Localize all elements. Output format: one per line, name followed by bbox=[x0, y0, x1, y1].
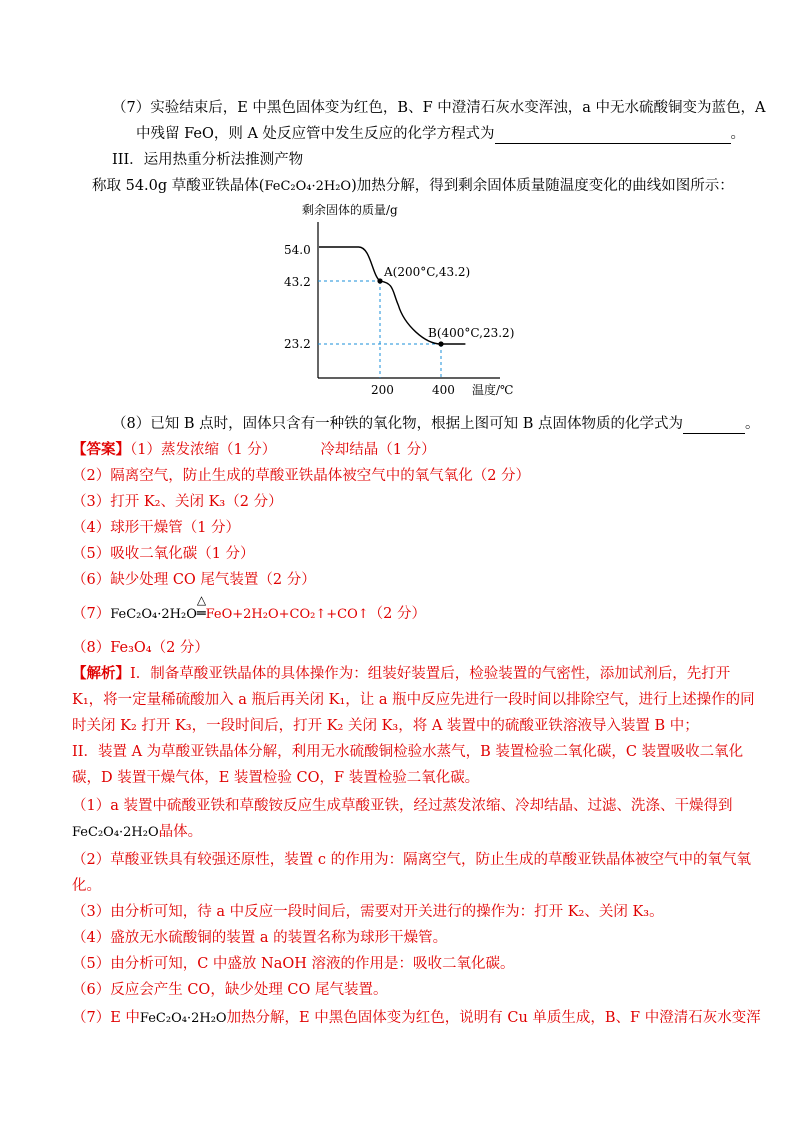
point-a-label: A(200°C,43.2) bbox=[384, 265, 471, 279]
x-tick-label: 200 bbox=[371, 383, 394, 397]
analysis-s7-formula: FeC₂O₄·2H₂O bbox=[139, 1011, 227, 1026]
answer-5: （5）吸收二氧化碳（1 分） bbox=[72, 546, 255, 562]
analysis-s2-line2: 化。 bbox=[72, 878, 101, 894]
intro-pre: 称取 54.0g 草酸亚铁晶体( bbox=[92, 178, 265, 194]
analysis-s1-formula: FeC₂O₄·2H₂O bbox=[72, 825, 159, 840]
answer-2: （2）隔离空气，防止生成的草酸亚铁晶体被空气中的氧气氧化（2 分） bbox=[72, 468, 531, 484]
analysis-s1-tail: 晶体。 bbox=[158, 824, 203, 840]
y-tick-label: 54.0 bbox=[284, 243, 311, 257]
analysis-p2-line1: II．装置 A 为草酸亚铁晶体分解，利用无水硫酸铜检验水蒸气，B 装置检验二氧化碳，C 装置吸收二氧化 bbox=[72, 744, 744, 760]
answer-1: （1）蒸发浓缩（1 分） bbox=[130, 442, 277, 458]
q8-answer-blank[interactable] bbox=[683, 417, 745, 434]
analysis-s3: （3）由分析可知，待 a 中反应一段时间后，需要对开关进行的操作为：打开 K₂、关闭 K₃。 bbox=[72, 904, 664, 920]
q8-end: 。 bbox=[744, 416, 760, 432]
q8-line bbox=[112, 414, 759, 434]
point-b bbox=[438, 341, 443, 346]
analysis-s1-line2 bbox=[72, 822, 202, 843]
point-b-label: B(400°C,23.2) bbox=[428, 326, 515, 340]
analysis-p1-line3: 时关闭 K₂ 打开 K₃，一段时间后，打开 K₂ 关闭 K₃，将 A 装置中的硫酸亚铁溶液导入装置 B 中； bbox=[72, 718, 699, 734]
answer-8: （8）Fe₃O₄（2 分） bbox=[72, 640, 209, 656]
analysis-s5: （5）由分析可知，C 中盛放 NaOH 溶液的作用是：吸收二氧化碳。 bbox=[72, 956, 515, 972]
heat-condition: △ bbox=[196, 593, 207, 607]
answer-tag: 【答案】 bbox=[72, 441, 130, 458]
analysis-p1-line2: K₁，将一定量稀硫酸加入 a 瓶后再关闭 K₁，让 a 瓶中反应先进行一段时间以排除空气，进行上述操作的同 bbox=[72, 692, 755, 708]
answer-4: （4）球形干燥管（1 分） bbox=[72, 520, 241, 536]
answer-6: （6）缺少处理 CO 尾气装置（2 分） bbox=[72, 572, 316, 588]
answer-7-equals: △ ═ bbox=[197, 604, 206, 624]
x-tick-label: 400 bbox=[432, 383, 455, 397]
analysis-s2-line1: （2）草酸亚铁具有较强还原性，装置 c 的作用为：隔离空气，防止生成的草酸亚铁晶体被空气中的氧气氧 bbox=[72, 852, 752, 868]
q8-text: （8）已知 B 点时，固体只含有一种铁的氧化物，根据上图可知 B 点固体物质的化学式为 bbox=[112, 416, 683, 432]
answer-7-products: FeO+2H₂O+CO₂↑+CO↑ bbox=[205, 607, 369, 622]
q7-line2-text: 中残留 FeO，则 A 处反应管中发生反应的化学方程式为 bbox=[136, 126, 495, 142]
y-tick-label: 43.2 bbox=[284, 275, 311, 289]
section-3-heading: III．运用热重分析法推测产物 bbox=[112, 152, 304, 168]
answer-7-reactant: FeC₂O₄·2H₂O bbox=[110, 607, 197, 622]
analysis-p1-text: I．制备草酸亚铁晶体的具体操作为：组装好装置后，检验装置的气密性，添加试剂后，先打开 bbox=[130, 666, 731, 682]
analysis-p1-line1 bbox=[72, 664, 730, 684]
intro-line bbox=[92, 176, 734, 197]
analysis-s4: （4）盛放无水硫酸铜的装置 a 的装置名称为球形干燥管。 bbox=[72, 930, 448, 946]
q7-line2 bbox=[136, 124, 745, 144]
analysis-s7-post: 加热分解，E 中黑色固体变为红色，说明有 Cu 单质生成，B、F 中澄清石灰水变浑 bbox=[226, 1010, 761, 1026]
intro-formula: FeC₂O₄·2H₂O bbox=[264, 179, 352, 194]
analysis-s1-line1: （1）a 装置中硫酸亚铁和草酸铵反应生成草酸亚铁，经过蒸发浓缩、冷却结晶、过滤、洗涤、干燥得到 bbox=[72, 798, 733, 814]
q7-end: 。 bbox=[730, 126, 746, 142]
answer-3: （3）打开 K₂、关闭 K₃（2 分） bbox=[72, 494, 283, 510]
answer-7-score: （2 分） bbox=[368, 606, 426, 622]
point-a bbox=[377, 278, 382, 283]
y-tick-label: 23.2 bbox=[284, 337, 311, 351]
intro-post: )加热分解，得到剩余固体质量随温度变化的曲线如图所示： bbox=[351, 178, 734, 194]
answer-1b: 冷却结晶（1 分） bbox=[320, 442, 436, 458]
x-axis-label: 温度/℃ bbox=[472, 383, 514, 397]
analysis-s6: （6）反应会产生 CO，缺少处理 CO 尾气装置。 bbox=[72, 982, 388, 998]
analysis-p2-line2: 碳，D 装置干燥气体，E 装置检验 CO，F 装置检验二氧化碳。 bbox=[72, 770, 480, 786]
answer-7-prefix: （7） bbox=[72, 606, 111, 622]
answer-7 bbox=[72, 593, 426, 625]
y-axis-label: 剩余固体的质量/g bbox=[302, 203, 398, 217]
q7-answer-blank[interactable] bbox=[495, 127, 731, 144]
mass-temperature-chart bbox=[280, 198, 540, 398]
answer-line-1 bbox=[72, 440, 436, 460]
analysis-s7-pre: （7）E 中 bbox=[72, 1010, 140, 1026]
analysis-tag: 【解析】 bbox=[72, 665, 130, 682]
analysis-s7 bbox=[72, 1008, 761, 1029]
q7-line1: （7）实验结束后，E 中黑色固体变为红色，B、F 中澄清石灰水变浑浊，a 中无水硫酸铜变为蓝色，A bbox=[112, 100, 766, 116]
